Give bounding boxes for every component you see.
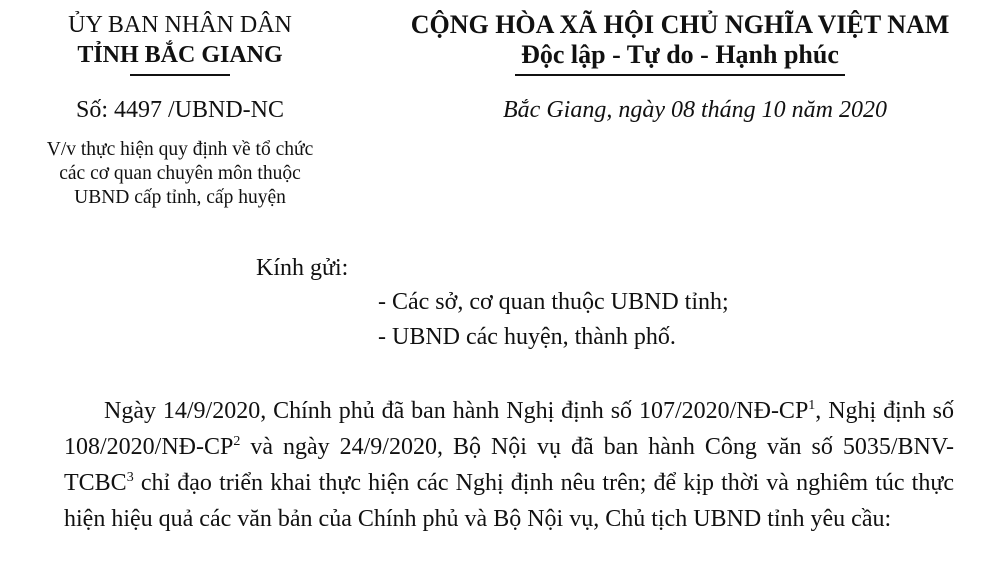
- authority-name: ỦY BAN NHÂN DÂN: [68, 12, 292, 38]
- subject-line: các cơ quan chuyên môn thuộc: [59, 163, 301, 184]
- body-paragraph: [64, 393, 954, 537]
- body-text: và ngày 24/9/2020, Bộ Nội vụ đã ban hành Công văn số 5035/BNV-TCBC: [64, 434, 954, 496]
- salutation: Kính gửi:: [256, 255, 349, 281]
- subject-line: V/v thực hiện quy định về tổ chức: [46, 139, 314, 160]
- national-motto: Độc lập - Tự do - Hạnh phúc: [521, 40, 839, 69]
- subject-line: UBND cấp tỉnh, cấp huyện: [74, 187, 286, 208]
- footnote-marker: 2: [233, 434, 241, 449]
- motto-underline: [515, 74, 845, 76]
- authority-underline: [130, 74, 230, 76]
- recipient-item: - Các sở, cơ quan thuộc UBND tỉnh;: [378, 289, 729, 315]
- body-text: Ngày 14/9/2020, Chính phủ đã ban hành Nghị định số 107/2020/NĐ-CP: [104, 398, 809, 424]
- recipient-item: - UBND các huyện, thành phố.: [378, 324, 676, 350]
- authority-province: TỈNH BẮC GIANG: [77, 42, 283, 68]
- document-subject: [20, 138, 340, 210]
- footnote-marker: 1: [808, 398, 816, 413]
- national-title: CỘNG HÒA XÃ HỘI CHỦ NGHĨA VIỆT NAM: [410, 10, 950, 39]
- body-text: chỉ đạo triển khai thực hiện các Nghị định nêu trên; để kịp thời và nghiêm túc thực hiện hiệu quả các văn bản của Chính phủ và Bộ Nội vụ, Chủ tịch UBND tỉnh yêu cầu:: [64, 470, 954, 532]
- body-text: , Nghị định số 108/2020/NĐ-CP: [64, 398, 954, 460]
- document-date: Bắc Giang, ngày 08 tháng 10 năm 2020: [503, 97, 887, 123]
- national-header: [365, 10, 995, 76]
- footnote-marker: 3: [126, 470, 134, 485]
- document-number: Số: 4497 /UBND-NC: [75, 97, 285, 123]
- issuing-authority: [20, 10, 340, 76]
